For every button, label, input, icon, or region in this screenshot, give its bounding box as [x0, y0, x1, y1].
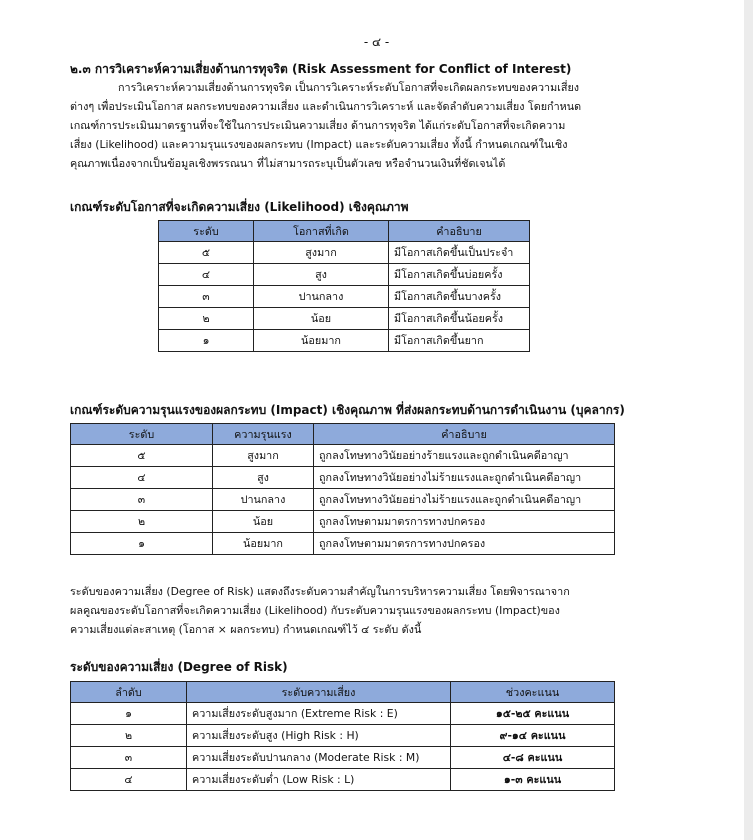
table-header-row [71, 424, 615, 445]
column-header: โอกาสที่เกิด [254, 221, 389, 242]
level-cell: ๕ [71, 445, 213, 467]
table-row [71, 467, 615, 489]
score-range-cell: ๑๕-๒๕ คะแนน [451, 703, 615, 725]
severity-cell: สูง [213, 467, 314, 489]
column-header: ความรุนแรง [213, 424, 314, 445]
risk-level-cell: ความเสี่ยงระดับสูง (High Risk : H) [187, 725, 451, 747]
level-cell: ๒ [159, 308, 254, 330]
table-header-row [159, 221, 530, 242]
table-row [71, 511, 615, 533]
description-cell: มีโอกาสเกิดขึ้นบ่อยครั้ง [389, 264, 530, 286]
table-row [71, 703, 615, 725]
intro-line: เกณฑ์การประเมินมาตรฐานที่จะใช้ในการประเมินความเสี่ยง ด้านการทุจริต ได้แก่ระดับโอกาสที่จะเกิดความ [70, 119, 566, 132]
degree-table [70, 681, 615, 791]
description-cell: ถูกลงโทษตามมาตรการทางปกครอง [314, 511, 615, 533]
degree-line: ความเสี่ยงแต่ละสาเหตุ (โอกาส × ผลกระทบ) กำหนดเกณฑ์ไว้ ๔ ระดับ ดังนี้ [70, 623, 422, 636]
likelihood-title: เกณฑ์ระดับโอกาสที่จะเกิดความเสี่ยง (Likelihood) เชิงคุณภาพ [70, 200, 409, 214]
level-cell: ๓ [159, 286, 254, 308]
score-range-cell: ๔-๘ คะแนน [451, 747, 615, 769]
table-row [71, 725, 615, 747]
description-cell: มีโอกาสเกิดขึ้นเป็นประจำ [389, 242, 530, 264]
column-header: ระดับความเสี่ยง [187, 682, 451, 703]
table-row [71, 769, 615, 791]
impact-table [70, 423, 615, 555]
intro-line: การวิเคราะห์ความเสี่ยงด้านการทุจริต เป็นการวิเคราะห์ระดับโอกาสที่จะเกิดผลกระทบของความเสี่ยง [118, 81, 580, 94]
chance-cell: สูง [254, 264, 389, 286]
severity-cell: น้อยมาก [213, 533, 314, 555]
table-row [159, 308, 530, 330]
chance-cell: ปานกลาง [254, 286, 389, 308]
table-row [71, 489, 615, 511]
section-title: ๒.๓ การวิเคราะห์ความเสี่ยงด้านการทุจริต (Risk Assessment for Conflict of Interest) [70, 62, 572, 76]
level-cell: ๑ [159, 330, 254, 352]
risk-level-cell: ความเสี่ยงระดับสูงมาก (Extreme Risk : E) [187, 703, 451, 725]
degree-paragraph [70, 582, 680, 639]
table-row [71, 445, 615, 467]
description-cell: มีโอกาสเกิดขึ้นบางครั้ง [389, 286, 530, 308]
severity-cell: ปานกลาง [213, 489, 314, 511]
degree-line: ผลคูณของระดับโอกาสที่จะเกิดความเสี่ยง (Likelihood) กับระดับความรุนแรงของผลกระทบ (Impact)ของ [70, 604, 560, 617]
order-cell: ๓ [71, 747, 187, 769]
order-cell: ๔ [71, 769, 187, 791]
intro-line: ต่างๆ เพื่อประเมินโอกาส ผลกระทบของความเสี่ยง และดำเนินการวิเคราะห์ และจัดลำดับความเสี่ยง โดยกำหนด [70, 100, 582, 113]
table-row [159, 242, 530, 264]
score-range-cell: ๙-๑๔ คะแนน [451, 725, 615, 747]
page-edge [744, 0, 753, 840]
level-cell: ๓ [71, 489, 213, 511]
table-header-row [71, 682, 615, 703]
description-cell: ถูกลงโทษทางวินัยอย่างไม่ร้ายแรงและถูกดำเนินคดีอาญา [314, 489, 615, 511]
degree-title: ระดับของความเสี่ยง (Degree of Risk) [70, 660, 288, 674]
chance-cell: น้อยมาก [254, 330, 389, 352]
severity-cell: สูงมาก [213, 445, 314, 467]
column-header: คำอธิบาย [389, 221, 530, 242]
page-number: - ๔ - [363, 35, 390, 49]
description-cell: ถูกลงโทษทางวินัยอย่างไม่ร้ายแรงและถูกดำเนินคดีอาญา [314, 467, 615, 489]
intro-line: คุณภาพเนื่องจากเป็นข้อมูลเชิงพรรณนา ที่ไม่สามารถระบุเป็นตัวเลข หรือจำนวนเงินที่ชัดเจนได้ [70, 157, 506, 170]
chance-cell: สูงมาก [254, 242, 389, 264]
description-cell: มีโอกาสเกิดขึ้นน้อยครั้ง [389, 308, 530, 330]
table-row [159, 330, 530, 352]
table-row [159, 264, 530, 286]
order-cell: ๑ [71, 703, 187, 725]
description-cell: ถูกลงโทษทางวินัยอย่างร้ายแรงและถูกดำเนินคดีอาญา [314, 445, 615, 467]
table-row [159, 286, 530, 308]
order-cell: ๒ [71, 725, 187, 747]
degree-line: ระดับของความเสี่ยง (Degree of Risk) แสดงถึงระดับความสำคัญในการบริหารความเสี่ยง โดยพิจารณาจาก [70, 585, 570, 598]
table-row [71, 533, 615, 555]
column-header: ระดับ [71, 424, 213, 445]
intro-paragraph [70, 78, 680, 173]
score-range-cell: ๑-๓ คะแนน [451, 769, 615, 791]
severity-cell: น้อย [213, 511, 314, 533]
chance-cell: น้อย [254, 308, 389, 330]
risk-level-cell: ความเสี่ยงระดับปานกลาง (Moderate Risk : M) [187, 747, 451, 769]
likelihood-table [158, 220, 530, 352]
risk-level-cell: ความเสี่ยงระดับต่ำ (Low Risk : L) [187, 769, 451, 791]
impact-title: เกณฑ์ระดับความรุนแรงของผลกระทบ (Impact) เชิงคุณภาพ ที่ส่งผลกระทบด้านการดำเนินงาน (บุคลากร) [70, 403, 625, 417]
column-header: ระดับ [159, 221, 254, 242]
level-cell: ๕ [159, 242, 254, 264]
table-row [71, 747, 615, 769]
column-header: ช่วงคะแนน [451, 682, 615, 703]
level-cell: ๒ [71, 511, 213, 533]
description-cell: มีโอกาสเกิดขึ้นยาก [389, 330, 530, 352]
level-cell: ๔ [159, 264, 254, 286]
column-header: ลำดับ [71, 682, 187, 703]
description-cell: ถูกลงโทษตามมาตรการทางปกครอง [314, 533, 615, 555]
level-cell: ๑ [71, 533, 213, 555]
intro-line: เสี่ยง (Likelihood) และความรุนแรงของผลกระทบ (Impact) และระดับความเสี่ยง ทั้งนี้ กำหนดเกณฑ์ในเชิง [70, 138, 568, 151]
level-cell: ๔ [71, 467, 213, 489]
column-header: คำอธิบาย [314, 424, 615, 445]
